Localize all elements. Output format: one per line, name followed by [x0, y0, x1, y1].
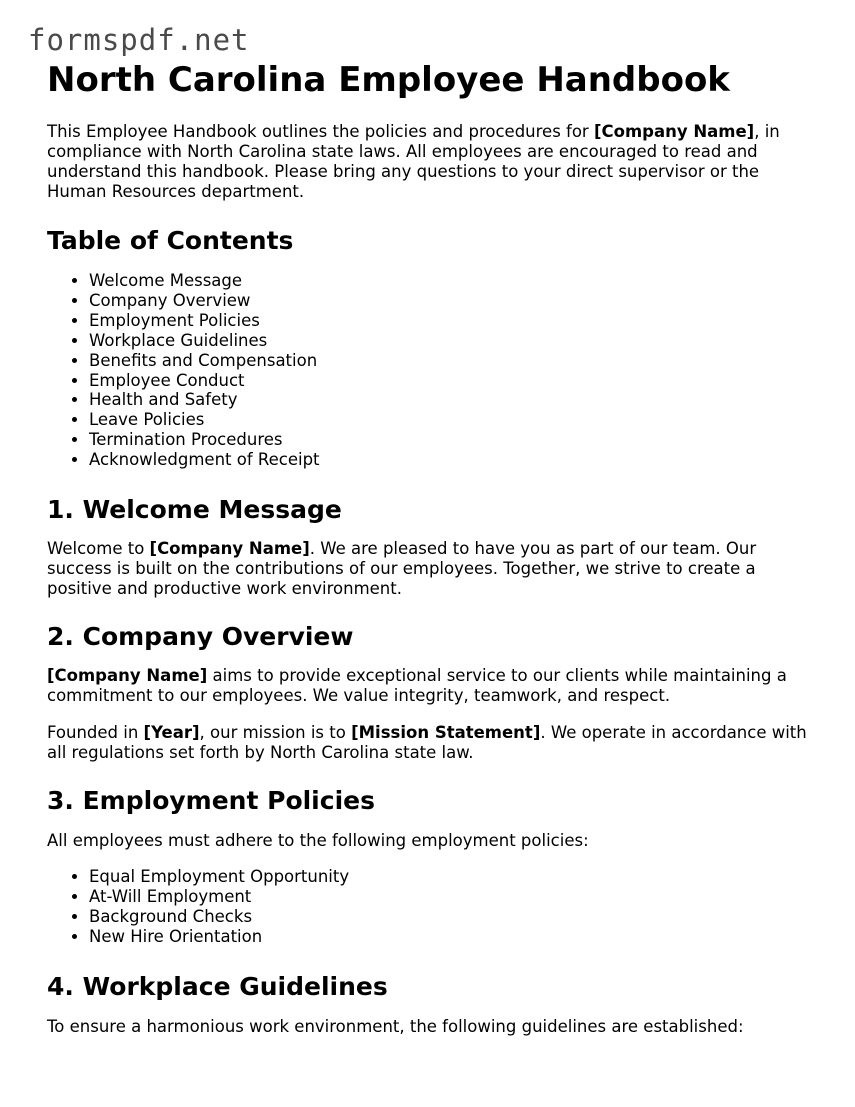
document-page — [47, 58, 817, 1037]
year-placeholder: [Year] — [143, 723, 200, 743]
company-name-placeholder: [Company Name] — [593, 122, 755, 141]
company-name-placeholder: [Company Name] — [149, 539, 310, 559]
overview-text-2b: , our mission is to — [199, 723, 352, 743]
toc-item: • Termination Procedures — [89, 430, 817, 450]
toc-item: • Company Overview — [89, 291, 817, 311]
toc-item: • Welcome Message — [89, 271, 817, 291]
section-heading-overview: 2. Company Overview — [47, 622, 354, 652]
company-name-placeholder: [Company Name] — [47, 666, 208, 686]
section-heading-workplace-guidelines: 4. Workplace Guidelines — [47, 971, 388, 1001]
intro-text-1: This Employee Handbook outlines the policies and procedures for — [47, 122, 594, 141]
overview-text-2a: Founded in — [47, 723, 144, 743]
mission-statement-placeholder: [Mission Statement] — [351, 723, 541, 743]
employment-policies-list — [47, 867, 817, 947]
overview-text-2c: . We operate in accordance with all regulations set forth by North Carolina state law. — [47, 723, 807, 763]
welcome-paragraph — [47, 539, 817, 599]
list-item: • New Hire Orientation — [89, 927, 817, 947]
section-heading-employment-policies: 3. Employment Policies — [47, 786, 375, 816]
toc-item: • Leave Policies — [89, 410, 817, 430]
toc-item: • Employee Conduct — [89, 371, 817, 391]
intro-paragraph — [47, 122, 817, 202]
workplace-guidelines-intro: To ensure a harmonious work environment, the following guidelines are established: — [47, 1016, 744, 1036]
overview-text-1: aims to provide exceptional service to our clients while maintaining a commitment to our employees. We value integrity, teamwork, and respect. — [47, 666, 787, 706]
document-title: North Carolina Employee Handbook — [47, 60, 730, 100]
welcome-text-2: . We are pleased to have you as part of our team. Our success is built on the contributions of our employees. Together, we strive to create a positive and productive work environment. — [47, 539, 757, 599]
list-item: • Background Checks — [89, 907, 817, 927]
toc-list — [47, 271, 817, 470]
list-item: • Equal Employment Opportunity — [89, 867, 817, 887]
toc-item: • Health and Safety — [89, 390, 817, 410]
toc-item: • Workplace Guidelines — [89, 331, 817, 351]
toc-item: • Employment Policies — [89, 311, 817, 331]
employment-policies-intro: All employees must adhere to the following employment policies: — [47, 831, 589, 851]
welcome-text-1: Welcome to — [47, 539, 150, 559]
toc-heading: Table of Contents — [47, 226, 294, 255]
toc-item: • Acknowledgment of Receipt — [89, 450, 817, 470]
overview-paragraph-1 — [47, 666, 817, 706]
section-heading-welcome: 1. Welcome Message — [47, 495, 342, 525]
watermark-logo: formspdf.net — [28, 23, 250, 57]
intro-text-2: , in compliance with North Carolina state laws. All employees are encouraged to read and understand this handbook. Please bring any questions to your direct supervisor or the Human Resources department. — [47, 122, 780, 201]
overview-paragraph-2 — [47, 723, 817, 763]
list-item: • At-Will Employment — [89, 887, 817, 907]
toc-item: • Benefits and Compensation — [89, 351, 817, 371]
